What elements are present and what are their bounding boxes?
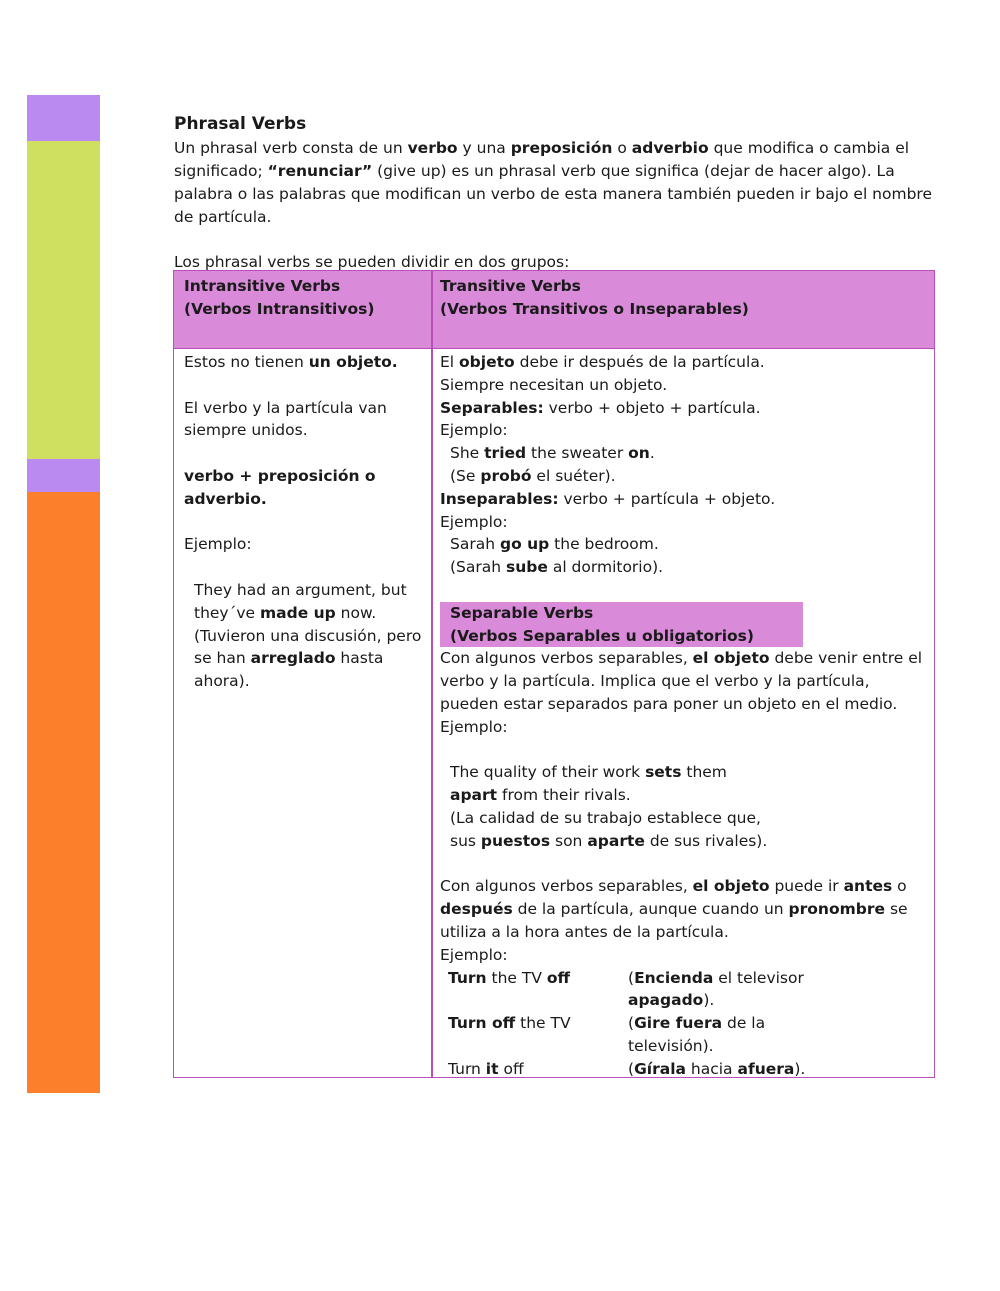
header-intransitive: Intransitive Verbs (Verbos Intransitivos) [184,277,375,318]
right-line-2: Siempre necesitan un objeto. [440,375,668,394]
left-example: They had an argument, but they´ve made up now. (Tuvieron una discusión, pero se han arreglado hasta ahora). [194,580,422,691]
page-title: Phrasal Verbs [174,114,307,134]
separable-verbs-header: Separable Verbs (Verbos Separables u obligatorios) [440,602,803,648]
intransitive-column [184,351,424,693]
tv-example-row-3: Turn it off (Gírala hacia afuera). [448,1059,806,1078]
verbs-table [173,270,935,1078]
column-divider [431,271,433,1077]
separable-example: The quality of their work sets them apart from their rivals. (La calidad de su trabajo establece que, sus puestos son aparte de sus rivales). [450,763,768,850]
right-example-2-translation: (Sarah sube al dormitorio). [450,558,664,577]
left-line-1: Estos no tienen un objeto. [184,353,398,371]
side-strip-green [27,141,100,459]
intro-paragraph: Un phrasal verb consta de un verbo y una preposición o adverbio que modifica o cambia el significado; “renunciar” (give up) es un phrasal verb que significa (dejar de hacer algo). La palabra o las palabras que modifican un verbo de esta manera también pueden ir bajo el nombre de partícula. [174,139,932,226]
right-example-1: She tried the sweater on. [450,444,655,463]
right-example-1-translation: (Se probó el suéter). [450,466,616,485]
side-strip-orange [27,492,100,1093]
left-example-label: Ejemplo: [184,535,252,554]
right-line-1: El objeto debe ir después de la partícula. [440,353,765,371]
left-line-2: El verbo y la partícula van siempre unidos. [184,398,387,440]
tv-example-row-1: Turn the TV off (Encienda el televisor apagado). [448,968,804,1010]
right-separables: Separables: verbo + objeto + partícula. [440,398,761,417]
side-strip-purple-bottom [27,459,100,492]
right-example-label-1: Ejemplo: [440,421,508,440]
right-example-2: Sarah go up the bedroom. [450,535,659,554]
right-inseparables: Inseparables: verbo + partícula + objeto. [440,489,776,508]
left-formula: verbo + preposición o adverbio. [184,466,376,508]
groups-line: Los phrasal verbs se pueden dividir en dos grupos: [174,253,570,271]
side-strip-purple-top [27,95,100,141]
tv-example-row-2: Turn off the TV (Gire fuera de la televisión). [448,1014,766,1055]
right-example-label-2: Ejemplo: [440,512,508,531]
separable-paragraph-2: Con algunos verbos separables, el objeto puede ir antes o después de la partícula, aunque cuando un pronombre se utiliza a la hora antes de la partícula. [440,877,908,941]
right-example-label-3: Ejemplo: [440,945,508,964]
header-transitive: Transitive Verbs (Verbos Transitivos o Inseparables) [440,277,749,318]
transitive-column [440,351,930,1081]
separable-paragraph-1: Con algunos verbos separables, el objeto debe venir entre el verbo y la partícula. Implica que el verbo y la partícula, pueden estar separados para poner un objeto en el medio. Ejemplo: [440,649,923,736]
